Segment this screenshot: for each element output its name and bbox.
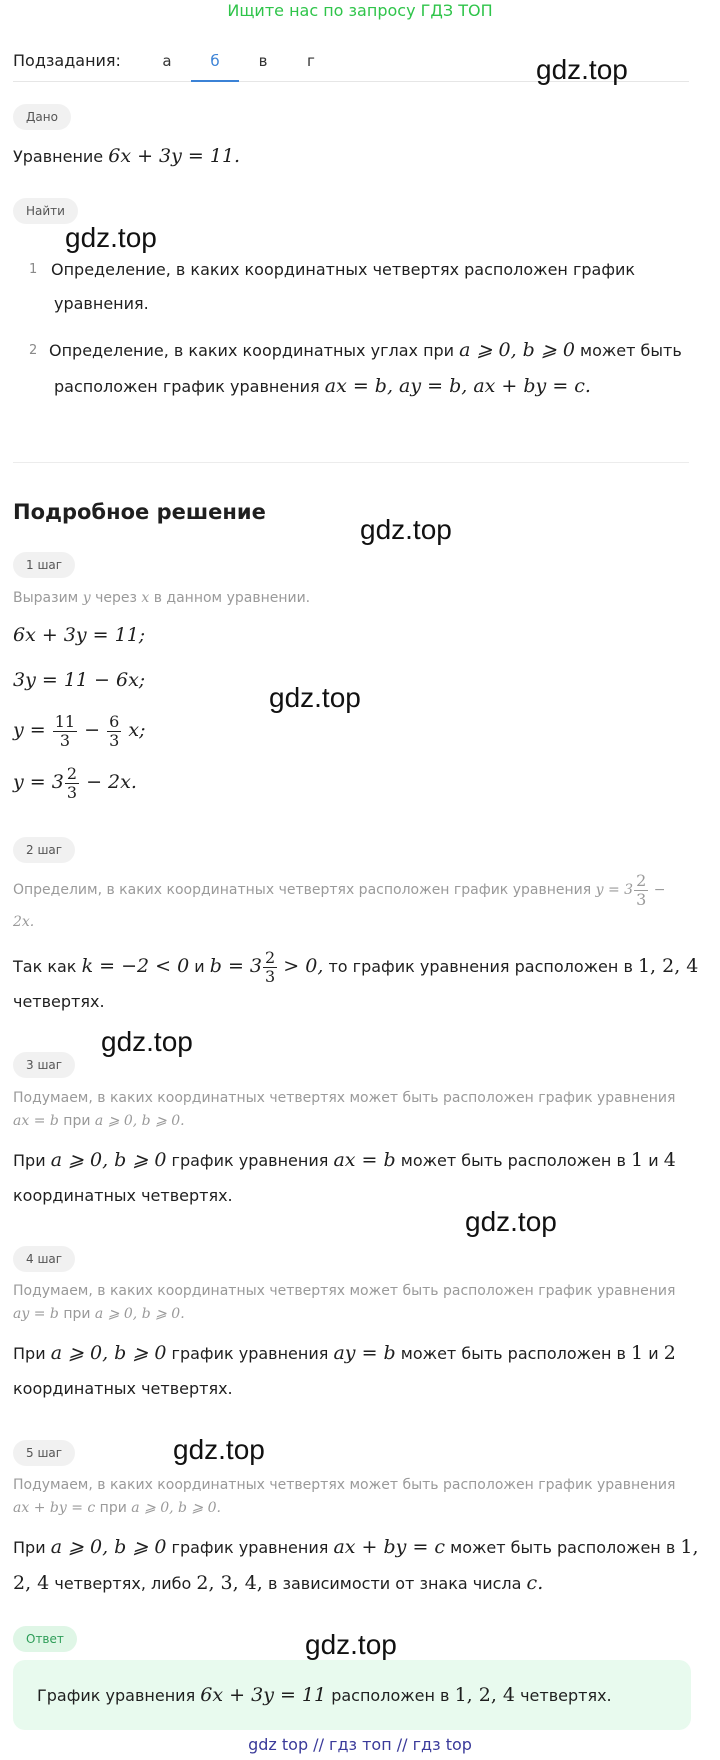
math: y: [82, 590, 91, 606]
text: четвертях, либо: [54, 1574, 192, 1593]
step-2-hint-line2: 2x.: [13, 914, 35, 930]
fraction: [107, 713, 121, 750]
math: ay = b: [13, 1306, 59, 1322]
math: a ⩾ 0, b ⩾ 0.: [131, 1500, 222, 1516]
text: график уравнения: [171, 1151, 329, 1170]
step-2-line1: [13, 940, 698, 993]
step-3-hint-line1: Подумаем, в каких координатных четвертях может быть расположен график уравнения: [13, 1090, 676, 1106]
step-1-hint: [13, 586, 310, 610]
tab-v[interactable]: в: [258, 52, 268, 70]
fraction-den: 3: [66, 782, 78, 802]
math: 1, 2, 4: [454, 1684, 515, 1706]
step-1-eq3: [13, 704, 145, 756]
text: в зависимости от знака числа: [267, 1574, 522, 1593]
text: и: [648, 1344, 659, 1363]
find-item-2-line1: [49, 338, 682, 363]
step-5-chip: 5 шаг: [13, 1440, 75, 1466]
math: ax + by = c: [13, 1500, 96, 1516]
math: a ⩾ 0, b ⩾ 0: [50, 1536, 167, 1558]
step-4-hint-line1: Подумаем, в каких координатных четвертях может быть расположен график уравнения: [13, 1283, 676, 1299]
text: в данном уравнении.: [153, 590, 311, 606]
math: ax = b, ay = b, ax + by = c.: [324, 375, 591, 397]
math: x: [141, 590, 150, 606]
math: 4: [663, 1149, 676, 1171]
step-1-eq2: 3y = 11 − 6x;: [13, 669, 146, 691]
fraction-den: 3: [109, 730, 120, 750]
math: > 0,: [283, 955, 324, 977]
step-1-eq4: [13, 756, 137, 808]
step-5-hint-line1: Подумаем, в каких координатных четвертях может быть расположен график уравнения: [13, 1477, 676, 1493]
text: может быть расположен в: [450, 1538, 676, 1557]
math: x;: [128, 719, 146, 741]
math: a ⩾ 0, b ⩾ 0.: [94, 1113, 185, 1129]
math: −: [84, 719, 101, 741]
math: 2: [663, 1342, 676, 1364]
math: 2, 4: [13, 1572, 50, 1594]
text: При: [13, 1344, 46, 1363]
step-3-hint-line2: [13, 1109, 185, 1133]
find-item-1-line1: Определение, в каких координатных четвертях расположен график: [51, 260, 636, 279]
text: Так как: [13, 957, 77, 976]
find-item-number: 1: [29, 262, 38, 277]
step-5-line1: [13, 1535, 699, 1560]
step-3-line2: координатных четвертях.: [13, 1186, 233, 1205]
watermark: gdz.top: [269, 682, 361, 713]
step-5-hint-line2: [13, 1496, 221, 1520]
text: четвертях.: [520, 1686, 612, 1705]
watermark: gdz.top: [173, 1434, 265, 1465]
step-3-chip: 3 шаг: [13, 1052, 75, 1078]
text: При: [13, 1151, 46, 1170]
subtasks-label: Подзадания:: [13, 51, 121, 70]
fraction: [65, 765, 79, 802]
step-1-chip: 1 шаг: [13, 552, 75, 578]
watermark: gdz.top: [65, 222, 157, 253]
watermark: gdz.top: [465, 1206, 557, 1237]
find-item-1-line2: уравнения.: [54, 294, 149, 313]
step-2-line2: четвертях.: [13, 992, 105, 1011]
watermark: gdz.top: [360, 514, 452, 545]
answer-text: [37, 1683, 612, 1708]
math: k = −2 < 0: [81, 955, 190, 977]
math: ax = b: [13, 1113, 59, 1129]
fraction-num: 2: [66, 763, 78, 783]
solution-title: Подробное решение: [13, 500, 266, 524]
math: a ⩾ 0, b ⩾ 0.: [94, 1306, 185, 1322]
step-4-hint-line2: [13, 1302, 185, 1326]
find-chip: Найти: [13, 198, 78, 224]
step-1-eq1: 6x + 3y = 11;: [13, 624, 146, 646]
text: Выразим: [13, 590, 79, 606]
section-divider: [13, 462, 689, 463]
text: при: [63, 1306, 91, 1322]
fraction-num: 2: [265, 948, 276, 967]
tab-g[interactable]: г: [307, 52, 315, 70]
tab-a[interactable]: а: [162, 52, 172, 70]
tab-b[interactable]: б: [191, 50, 239, 82]
fraction-num: 6: [109, 711, 120, 731]
step-4-line2: координатных четвертях.: [13, 1379, 233, 1398]
math: 6x + 3y = 11: [200, 1684, 327, 1706]
text: график уравнения: [171, 1538, 329, 1557]
top-banner-link[interactable]: Ищите нас по запросу ГДЗ ТОП: [227, 1, 493, 20]
text: и: [648, 1151, 659, 1170]
text: через: [95, 590, 137, 606]
math: 1: [631, 1342, 644, 1364]
text: Определение, в каких координатных углах при: [49, 341, 455, 360]
text: график уравнения: [171, 1344, 329, 1363]
watermark: gdz.top: [536, 54, 628, 85]
fraction: [263, 949, 277, 986]
fraction-den: 3: [636, 889, 647, 909]
watermark: gdz.top: [101, 1026, 193, 1057]
fraction-den: 3: [265, 967, 276, 986]
math: 1,: [680, 1536, 699, 1558]
math: y = 3: [13, 771, 64, 793]
find-item-number: 2: [29, 343, 38, 358]
fraction: [634, 872, 648, 909]
fraction-num: 2: [636, 870, 647, 890]
given-text: Уравнение: [13, 147, 104, 166]
math: 2, 3, 4,: [196, 1572, 263, 1594]
given-line: [13, 144, 240, 169]
text: расположен в: [331, 1686, 450, 1705]
math: a ⩾ 0, b ⩾ 0: [50, 1342, 167, 1364]
find-item-2-line2: [54, 374, 591, 399]
math: b = 3: [209, 955, 263, 977]
step-2-chip: 2 шаг: [13, 837, 75, 863]
footer-links[interactable]: gdz top // гдз топ // гдз top: [248, 1735, 472, 1754]
given-equation: 6x + 3y = 11.: [108, 145, 241, 167]
step-4-chip: 4 шаг: [13, 1246, 75, 1272]
math: 1, 2, 4: [637, 955, 699, 977]
text: может быть расположен в: [400, 1344, 626, 1363]
math: c.: [526, 1572, 544, 1594]
text: расположен график уравнения: [54, 377, 320, 396]
text: может быть: [580, 341, 682, 360]
math: −: [653, 882, 666, 898]
math: y = 3: [595, 882, 634, 898]
step-3-line1: [13, 1148, 676, 1173]
text: При: [13, 1538, 46, 1557]
given-chip: Дано: [13, 104, 71, 130]
math: y =: [13, 719, 46, 741]
text: График уравнения: [37, 1686, 196, 1705]
math: a ⩾ 0, b ⩾ 0: [459, 339, 575, 361]
math: a ⩾ 0, b ⩾ 0: [50, 1149, 167, 1171]
fraction: [53, 713, 77, 750]
watermark: gdz.top: [305, 1629, 397, 1660]
step-5-line2: [13, 1571, 543, 1596]
math: − 2x.: [86, 771, 137, 793]
math: ax + by = c: [333, 1536, 446, 1558]
step-2-hint-line1: [13, 866, 665, 914]
text: и: [194, 957, 205, 976]
answer-chip: Ответ: [13, 1626, 77, 1652]
text: при: [99, 1500, 127, 1516]
text: Определим, в каких координатных четвертях расположен график уравнения: [13, 882, 592, 898]
fraction-den: 3: [59, 730, 71, 750]
math: ax = b: [333, 1149, 396, 1171]
math: 1: [631, 1149, 644, 1171]
step-4-line1: [13, 1341, 676, 1366]
answer-box: [13, 1660, 691, 1730]
text: при: [63, 1113, 91, 1129]
math: ay = b: [333, 1342, 396, 1364]
fraction-num: 11: [54, 711, 76, 731]
text: то график уравнения расположен в: [328, 957, 633, 976]
text: может быть расположен в: [400, 1151, 626, 1170]
